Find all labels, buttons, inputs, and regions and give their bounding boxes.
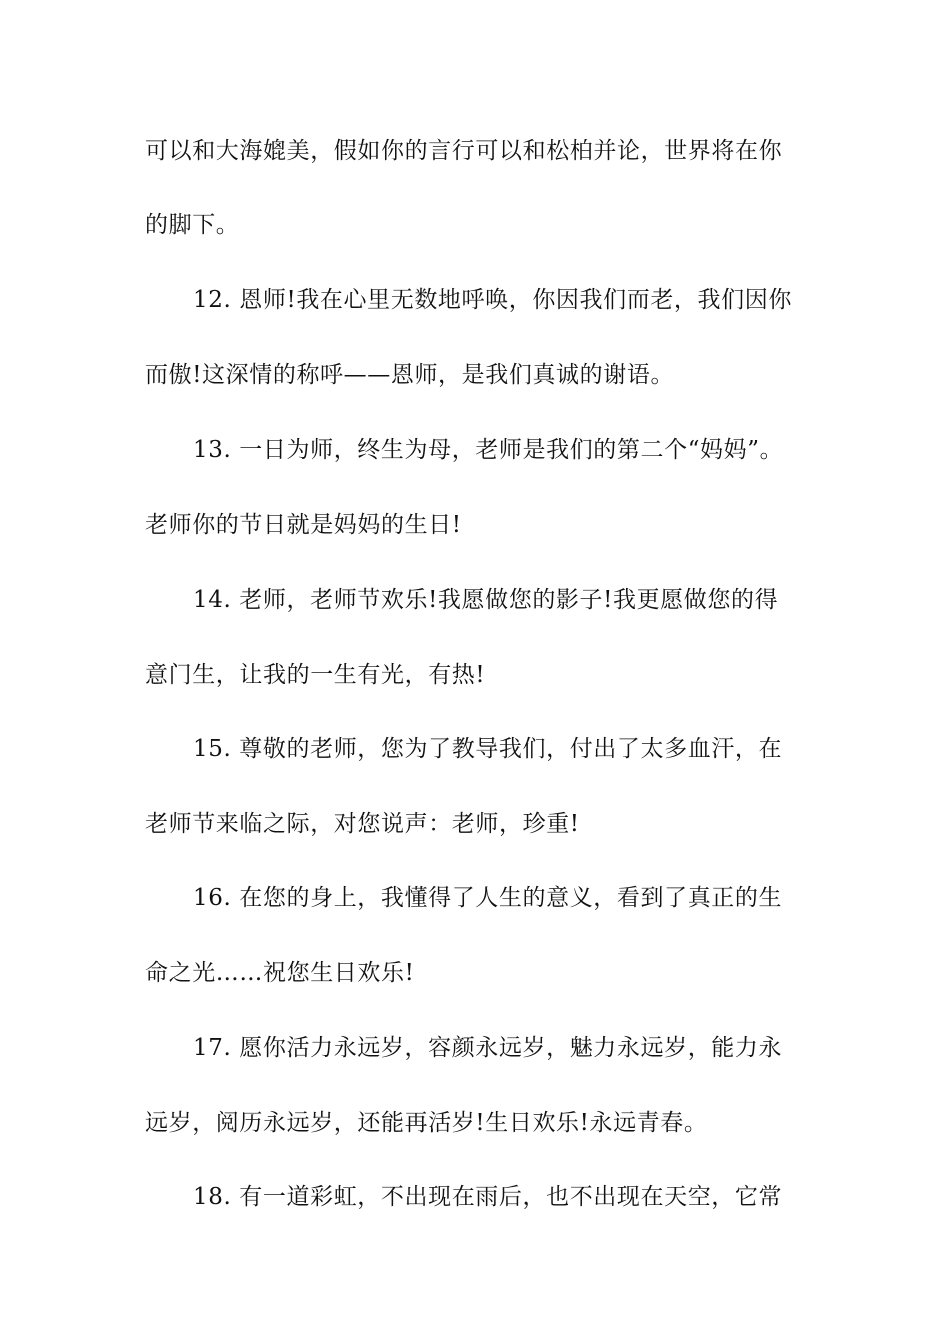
paragraph-17-line: 17. 愿你活力永远岁，容颜永远岁，魅力永远岁，能力永 [193,1035,783,1061]
paragraph-16-line: 16. 在您的身上，我懂得了人生的意义，看到了真正的生 [193,885,783,911]
text-line: 远岁，阅历永远岁，还能再活岁!生日欢乐!永远青春。 [145,1110,708,1136]
text-line: 老师你的节日就是妈妈的生日! [145,512,462,538]
paragraph-18-line: 18. 有一道彩虹，不出现在雨后，也不出现在天空，它常 [193,1184,783,1210]
paragraph-15-line: 15. 尊敬的老师，您为了教导我们，付出了太多血汗，在 [193,736,783,762]
paragraph-12-line: 12. 恩师!我在心里无数地呼唤，你因我们而老，我们因你 [193,287,792,313]
paragraph-14-line: 14. 老师，老师节欢乐!我愿做您的影子!我更愿做您的得 [193,587,779,613]
text-line: 意门生，让我的一生有光，有热! [145,662,486,688]
paragraph-13-line: 13. 一日为师，终生为母，老师是我们的第二个“妈妈”。 [193,437,784,463]
text-line: 可以和大海媲美，假如你的言行可以和松柏并论，世界将在你 [145,138,783,164]
text-line: 老师节来临之际，对您说声：老师，珍重! [145,811,580,837]
text-line: 而傲!这深情的称呼——恩师，是我们真诚的谢语。 [145,362,675,388]
text-line: 命之光……祝您生日欢乐! [145,960,415,986]
text-line: 的脚下。 [145,212,240,238]
